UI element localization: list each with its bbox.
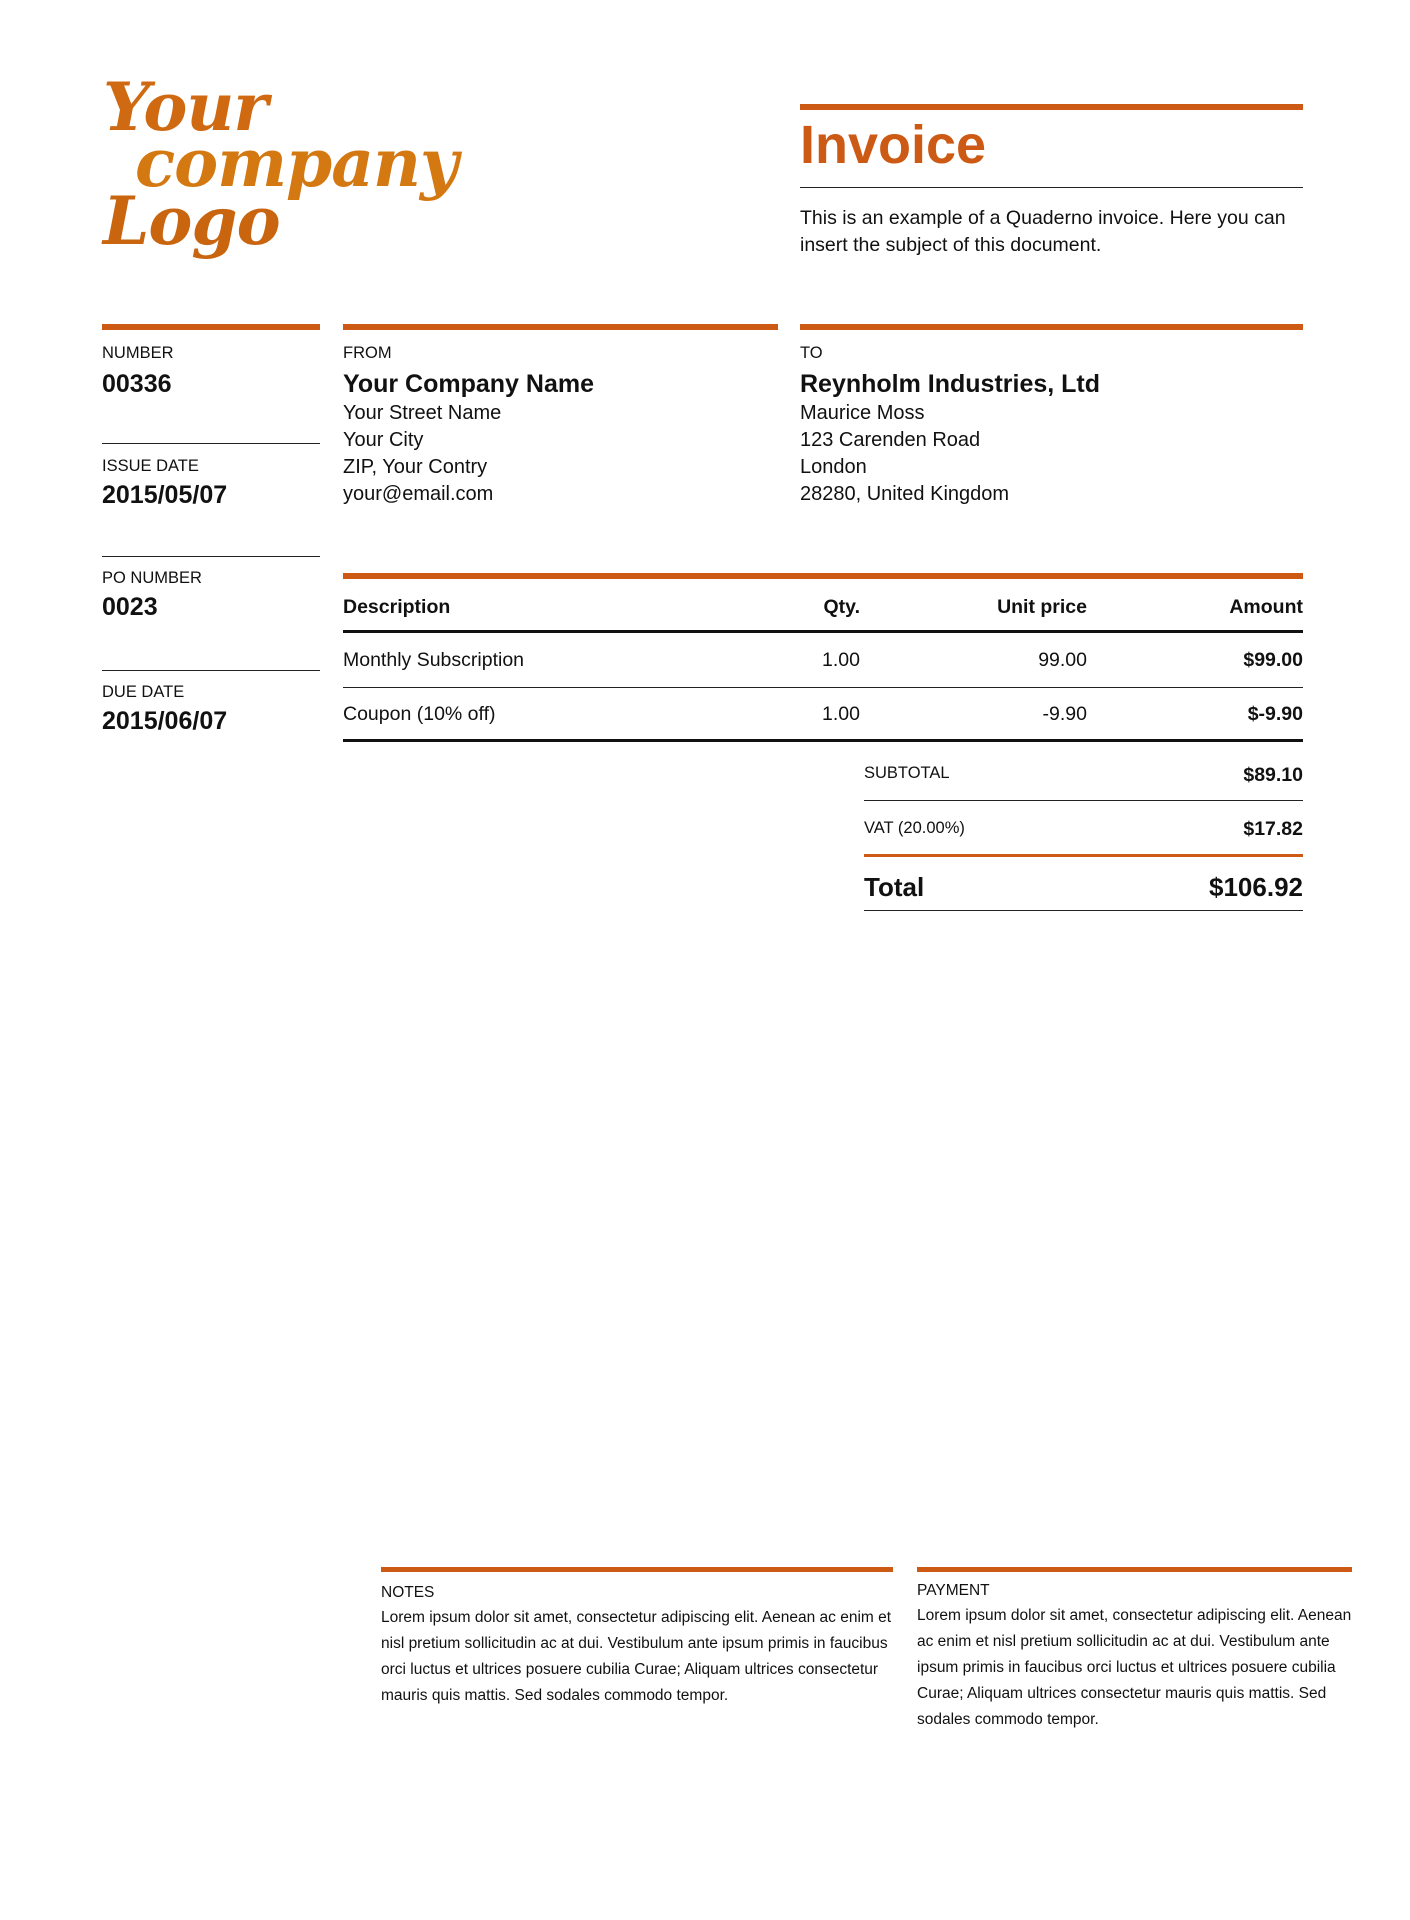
notes-label: NOTES — [381, 1584, 435, 1601]
notes-accent-bar — [381, 1567, 893, 1572]
from-label: FROM — [343, 344, 392, 362]
column-header-description: Description — [343, 596, 451, 618]
vat-value: $17.82 — [1243, 818, 1303, 840]
row-unit-price: 99.00 — [1038, 649, 1087, 671]
from-address-line: Your Street Name — [343, 402, 502, 424]
logo-word-logo: Logo — [103, 182, 280, 260]
issue-date-label: ISSUE DATE — [102, 457, 199, 475]
column-header-amount: Amount — [1229, 596, 1303, 618]
issue-date: 2015/05/07 — [102, 481, 228, 509]
row-qty: 1.00 — [822, 649, 860, 671]
to-company-name: Reynholm Industries, Ltd — [800, 370, 1101, 398]
title-divider — [800, 187, 1303, 188]
meta-divider — [102, 443, 320, 444]
logo-word-your: Your — [103, 68, 268, 146]
to-address-line: 28280, United Kingdom — [800, 483, 1010, 505]
page-title: Invoice — [800, 115, 987, 175]
column-header-unit-price: Unit price — [997, 596, 1087, 618]
from-company-name: Your Company Name — [343, 370, 594, 398]
row-description: Coupon (10% off) — [343, 703, 496, 725]
row-divider — [343, 687, 1303, 688]
payment-accent-bar — [917, 1567, 1352, 1572]
row-amount: $-9.90 — [1247, 703, 1303, 725]
to-label: TO — [800, 344, 823, 362]
payment-text: Lorem ipsum dolor sit amet, consectetur adipiscing elit. Aenean ac enim et nisl pretium sollicitudin ac at dui. Vestibulum ante ipsum primis in faucibus orci luctus et ultrices posuere cubilia Curae; Aliquam ultrices consectetur mauris quis mattis. Sed sodales commodo tempor. — [917, 1607, 1352, 1728]
logo-word-company: company — [135, 124, 458, 202]
to-address-line: London — [800, 456, 867, 478]
table-header-divider — [343, 630, 1303, 633]
total-label: Total — [864, 872, 925, 902]
row-qty: 1.00 — [822, 703, 860, 725]
total-accent-bar — [864, 854, 1303, 857]
due-date: 2015/06/07 — [102, 707, 228, 735]
subtotal-label: SUBTOTAL — [864, 764, 950, 782]
invoice-number: 00336 — [102, 370, 172, 398]
totals-divider — [864, 800, 1303, 801]
due-date-label: DUE DATE — [102, 683, 185, 701]
row-unit-price: -9.90 — [1042, 703, 1087, 725]
from-address-line: Your City — [343, 429, 424, 451]
subtotal-value: $89.10 — [1243, 764, 1303, 786]
invoice-subject: This is an example of a Quaderno invoice. Here you can insert the subject of this document. — [800, 207, 1286, 256]
table-bottom-divider — [343, 739, 1303, 742]
number-label: NUMBER — [102, 344, 174, 362]
po-number: 0023 — [102, 593, 158, 621]
company-logo — [95, 68, 458, 270]
total-value: $106.92 — [1209, 872, 1303, 902]
to-address-line: Maurice Moss — [800, 402, 925, 424]
column-header-qty: Qty. — [823, 596, 860, 618]
row-description: Monthly Subscription — [343, 649, 525, 671]
po-number-label: PO NUMBER — [102, 569, 202, 587]
table-accent-bar — [343, 573, 1303, 579]
meta-accent-bar — [102, 324, 320, 330]
notes-text: Lorem ipsum dolor sit amet, consectetur adipiscing elit. Aenean ac enim et nisl pretium sollicitudin ac at dui. Vestibulum ante ipsum primis in faucibus orci luctus et ultrices posuere cubilia Curae; Aliquam ultrices consectetur mauris quis mattis. Sed sodales commodo tempor. — [381, 1609, 892, 1704]
to-accent-bar — [800, 324, 1303, 330]
meta-divider — [102, 670, 320, 671]
totals-bottom-divider — [864, 910, 1303, 911]
vat-label: VAT (20.00%) — [864, 819, 965, 837]
from-address-line: ZIP, Your Contry — [343, 456, 488, 478]
to-address-line: 123 Carenden Road — [800, 429, 981, 451]
row-amount: $99.00 — [1243, 649, 1303, 671]
meta-divider — [102, 556, 320, 557]
from-email: your@email.com — [343, 483, 494, 505]
from-accent-bar — [343, 324, 778, 330]
payment-label: PAYMENT — [917, 1582, 990, 1599]
title-accent-bar — [800, 104, 1303, 110]
